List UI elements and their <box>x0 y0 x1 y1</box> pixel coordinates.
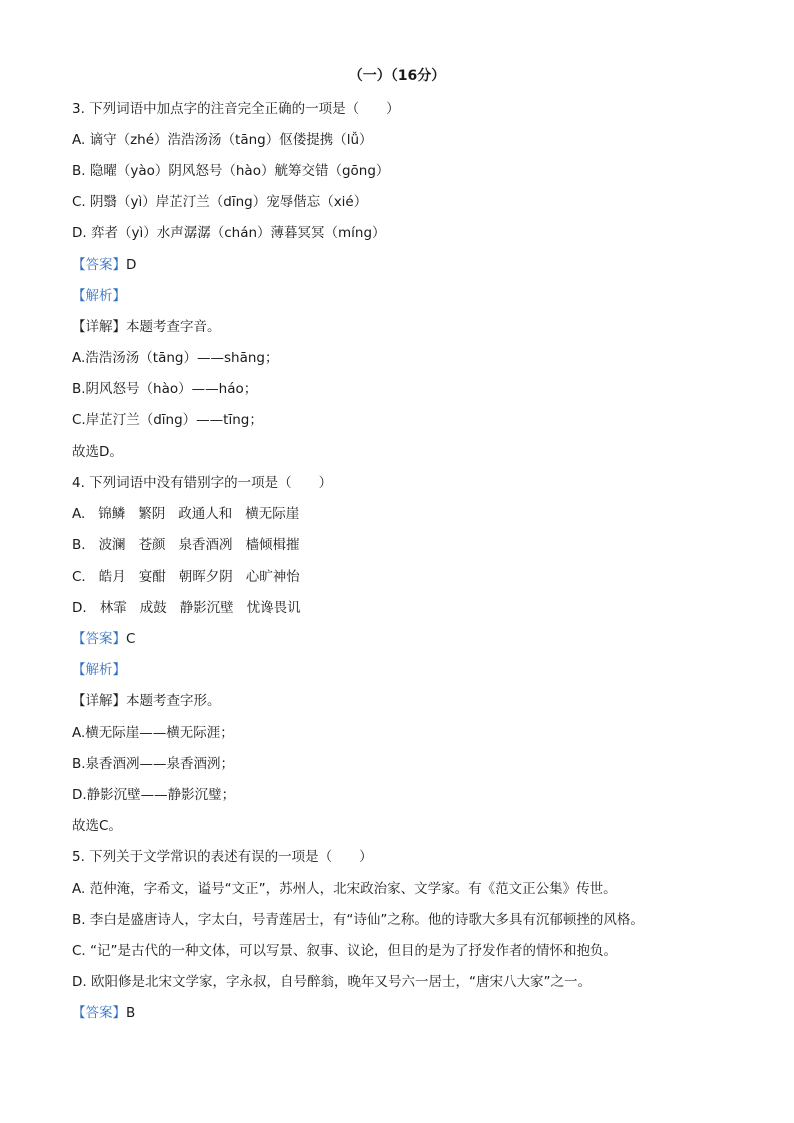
option-word: 心旷神怡 <box>245 569 300 585</box>
q3-conclusion: 故选D。 <box>72 444 123 460</box>
option-word: 樯倾楫摧 <box>245 537 300 553</box>
q5-option-b: B. 李白是盛唐诗人，字太白，号青莲居士，有“诗仙”之称。他的诗歌大多具有沉郁顿挫的风格。 <box>72 912 644 928</box>
detail-text: 本题考查字形。 <box>126 693 221 709</box>
option-word: 忧谗畏讥 <box>246 600 301 616</box>
option-word: 政通人和 <box>178 506 233 522</box>
q4-option-d <box>72 599 314 617</box>
q3-answer <box>72 256 136 274</box>
option-word: 横无际崖 <box>245 506 300 522</box>
option-label: D. <box>72 600 87 616</box>
q3-detail <box>72 318 221 336</box>
q4-analysis <box>72 661 126 679</box>
q3-option-d: D. 弈者（yì）水声潺潺（chán）薄暮冥冥（míng） <box>72 225 386 241</box>
q4-stem: 4. 下列词语中没有错别字的一项是（ ） <box>72 475 333 491</box>
q3-stem: 3. 下列词语中加点字的注音完全正确的一项是（ ） <box>72 101 400 117</box>
q5-option-d: D. 欧阳修是北宋文学家，字永叔，自号醉翁，晚年又号六一居士，“唐宋八大家”之一。 <box>72 974 591 990</box>
q3-explanation-2: B.阴风怒号（hào）——háo； <box>72 381 258 397</box>
q3-option-c: C. 阴翳（yì）岸芷汀兰（dīng）宠辱偕忘（xié） <box>72 194 368 210</box>
option-word: 朝晖夕阴 <box>178 569 233 585</box>
q5-stem: 5. 下列关于文学常识的表述有误的一项是（ ） <box>72 849 373 865</box>
answer-value: B <box>126 1005 136 1021</box>
q4-explanation-3: D.静影沉壁——静影沉璧； <box>72 787 236 803</box>
q4-answer <box>72 630 135 648</box>
answer-value: D <box>126 257 137 273</box>
q4-option-b <box>72 536 313 554</box>
q3-option-b: B. 隐曜（yào）阴风怒号（hào）觥筹交错（gōng） <box>72 163 390 179</box>
q3-analysis <box>72 287 126 305</box>
answer-value: C <box>126 631 136 647</box>
q3-explanation-1: A.浩浩汤汤（tāng）——shāng； <box>72 350 279 366</box>
option-word: 静影沉壁 <box>179 600 234 616</box>
detail-tag: 【详解】 <box>72 319 126 335</box>
answer-tag: 【答案】 <box>72 631 126 647</box>
q3-option-a: A. 谪守（zhé）浩浩汤汤（tāng）伛偻提携（lǚ） <box>72 132 373 148</box>
q4-option-a <box>72 505 312 523</box>
option-word: 宴酣 <box>138 569 166 585</box>
option-word: 繁阴 <box>138 506 166 522</box>
option-label: A. <box>72 506 86 522</box>
q4-option-c <box>72 568 313 586</box>
answer-tag: 【答案】 <box>72 1005 126 1021</box>
option-word: 苍颜 <box>138 537 166 553</box>
option-word: 泉香酒冽 <box>178 537 233 553</box>
answer-tag: 【答案】 <box>72 257 126 273</box>
q4-detail <box>72 692 221 710</box>
detail-tag: 【详解】 <box>72 693 126 709</box>
analysis-tag: 【解析】 <box>72 662 126 678</box>
option-word: 林霏 <box>99 600 127 616</box>
q4-conclusion: 故选C。 <box>72 818 122 834</box>
section-title: （一）（16分） <box>348 68 446 84</box>
q5-answer <box>72 1004 135 1022</box>
q5-option-a: A. 范仲淹，字希文，谥号“文正”，苏州人，北宋政治家、文学家。有《范文正公集》传世。 <box>72 881 617 897</box>
option-label: C. <box>72 569 86 585</box>
q5-option-c: C. “记”是古代的一种文体，可以写景、叙事、议论，但目的是为了抒发作者的情怀和抱负。 <box>72 943 617 959</box>
option-word: 波澜 <box>98 537 126 553</box>
option-word: 锦鳞 <box>98 506 126 522</box>
option-word: 成鼓 <box>139 600 167 616</box>
option-word: 皓月 <box>98 569 126 585</box>
q4-explanation-2: B.泉香酒冽——泉香酒洌； <box>72 756 235 772</box>
analysis-tag: 【解析】 <box>72 288 126 304</box>
q4-explanation-1: A.横无际崖——横无际涯； <box>72 725 234 741</box>
option-label: B. <box>72 537 86 553</box>
q3-explanation-3: C.岸芷汀兰（dīng）——tīng； <box>72 412 263 428</box>
detail-text: 本题考查字音。 <box>126 319 221 335</box>
